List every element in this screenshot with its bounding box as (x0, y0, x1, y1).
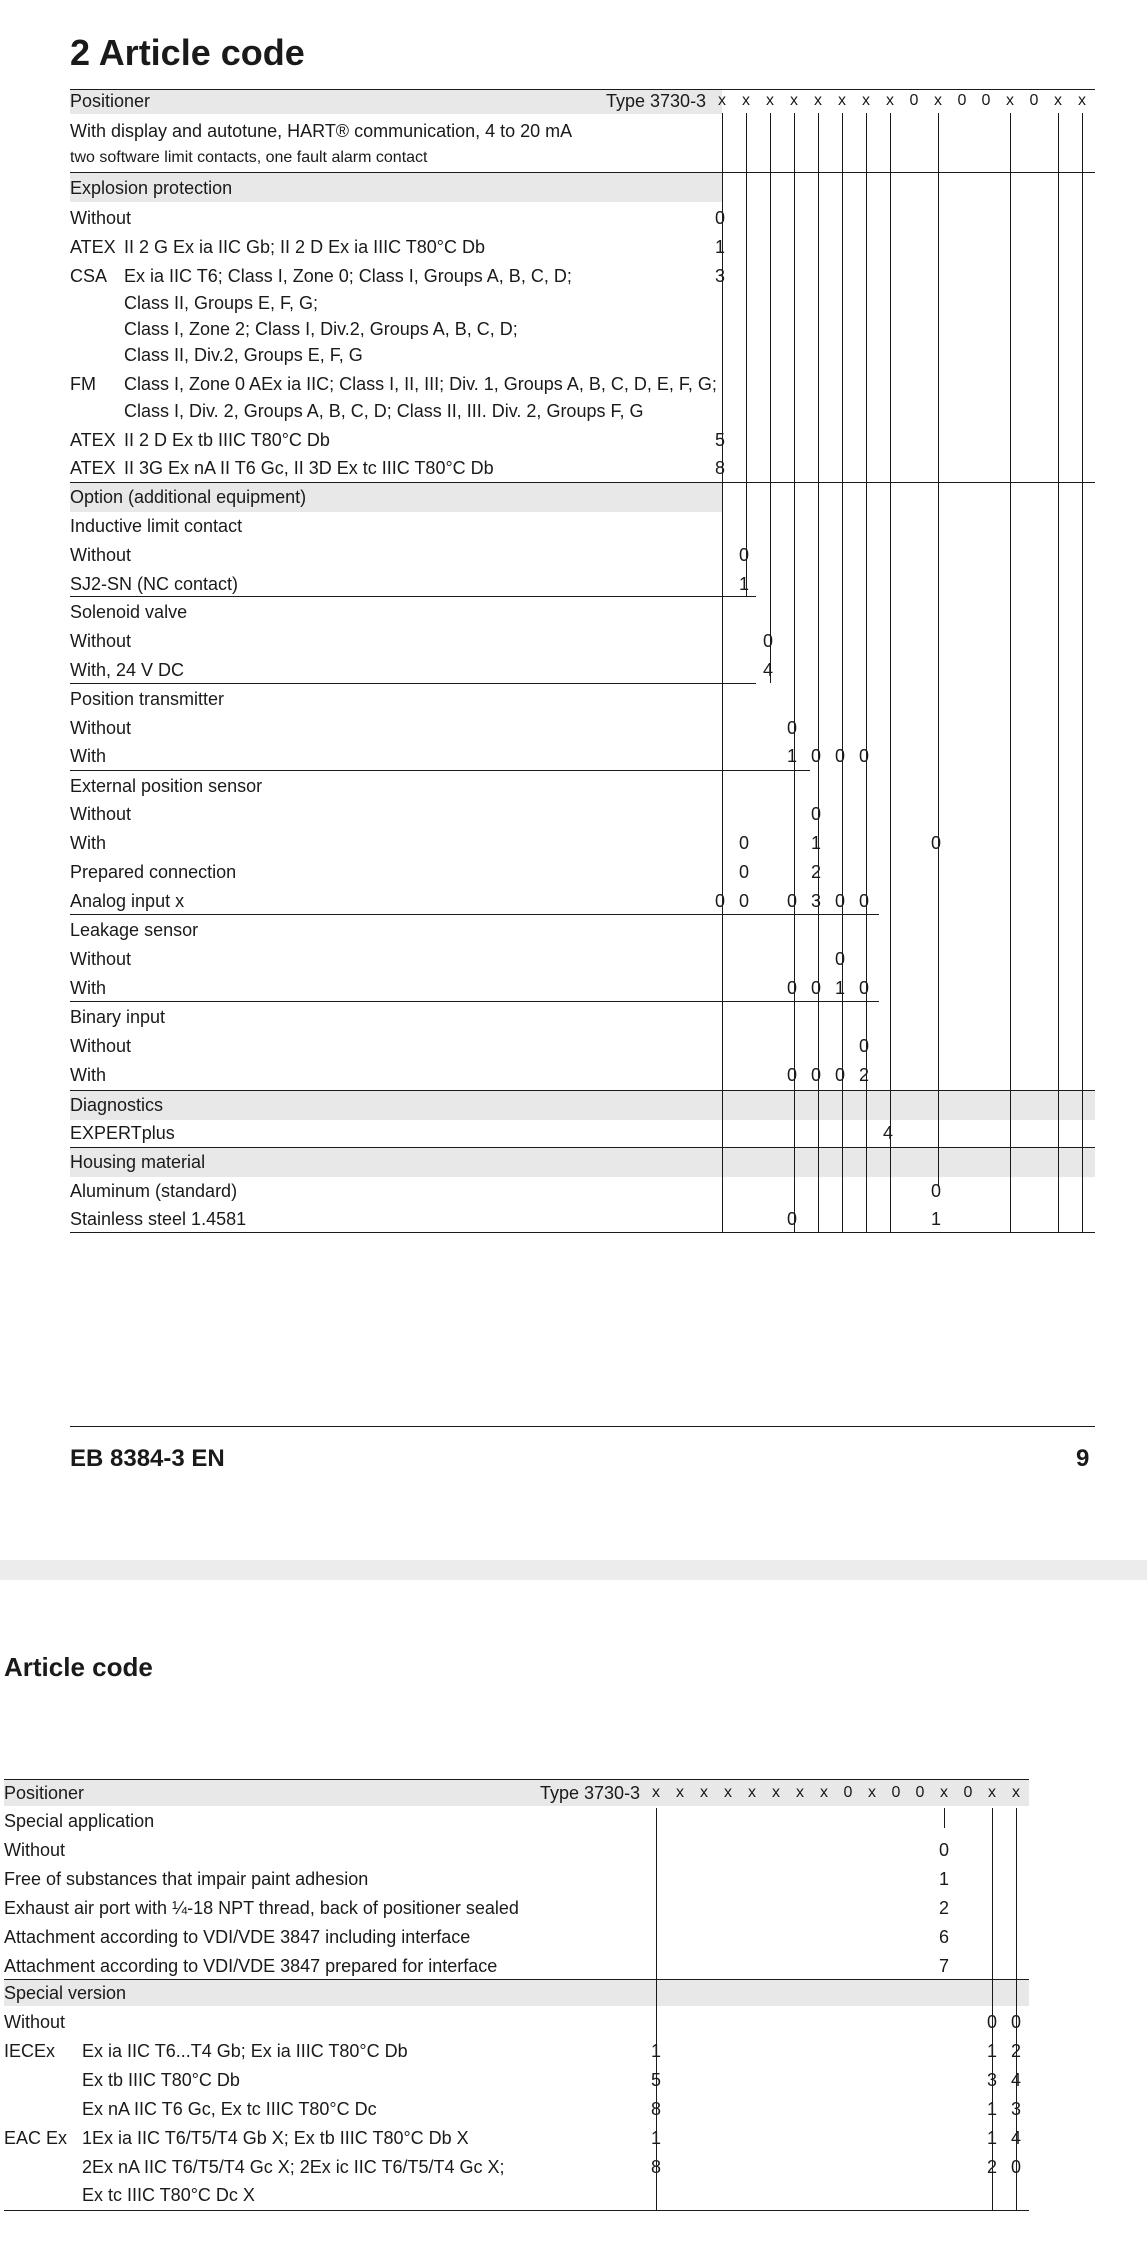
row-label: Class I, Zone 0 AEx ia IIC; Class I, II, III; Div. 1, Groups A, B, C, D, E, F, G; (124, 374, 717, 394)
type-label: Type 3730-3 (540, 1783, 641, 1803)
code-digit: 8 (714, 458, 725, 478)
code-line (746, 113, 747, 596)
rule (70, 770, 810, 771)
doc-number: EB 8384-3 EN (70, 1445, 225, 1472)
code-digit: 0 (930, 1181, 941, 1201)
code-digit: 0 (810, 978, 821, 998)
code-digit: 2 (938, 1898, 949, 1918)
rule (4, 2210, 1029, 2211)
code-digit: 0 (786, 891, 797, 911)
code-char: x (868, 1784, 876, 1801)
page-continuation (0, 1580, 1147, 2254)
code-digit: 0 (858, 978, 869, 998)
row-label: Without (70, 949, 132, 969)
code-char: x (724, 1784, 732, 1801)
code-line (656, 1808, 657, 2210)
code-line (1016, 1808, 1017, 2210)
code-digit: 0 (930, 833, 941, 853)
code-char: x (862, 92, 870, 109)
code-digit: 3 (986, 2070, 997, 2090)
code-digit: 1 (650, 2041, 661, 2061)
code-digit: 0 (834, 746, 845, 766)
code-digit: 0 (810, 804, 821, 824)
row-label: Without (70, 545, 132, 565)
header-label: Positioner (70, 91, 151, 111)
code-digit: 0 (714, 208, 725, 228)
row-label: Free of substances that impair paint adhesion (4, 1869, 369, 1889)
code-line (890, 113, 891, 1232)
code-digit: 7 (938, 1956, 949, 1976)
code-digit: 0 (762, 631, 773, 651)
rule (4, 1779, 1029, 1780)
code-digit: 0 (834, 1065, 845, 1085)
code-digit: 0 (714, 891, 725, 911)
row-label: Without (70, 631, 132, 651)
code-digit: 0 (786, 1065, 797, 1085)
code-digit: 4 (1010, 2070, 1021, 2090)
row-prefix: ATEX (70, 237, 116, 257)
rule (70, 172, 1095, 173)
row-label: 1Ex ia IIC T6/T5/T4 Gb X; Ex tb IIIC T80°C Db X (82, 2128, 469, 2148)
code-digit: 1 (810, 833, 821, 853)
section-title: Explosion protection (70, 178, 233, 198)
group-title: External position sensor (70, 776, 263, 796)
code-digit: 1 (986, 2099, 997, 2119)
code-digit: 2 (986, 2157, 997, 2177)
code-digit: 4 (762, 660, 773, 680)
code-char: x (1012, 1784, 1020, 1801)
code-digit: 0 (938, 1840, 949, 1860)
code-digit: 3 (1010, 2099, 1021, 2119)
code-digit: 1 (738, 574, 749, 594)
code-digit: 8 (650, 2157, 661, 2177)
row-label: Attachment according to VDI/VDE 3847 prepared for interface (4, 1956, 498, 1976)
row-prefix: EAC Ex (4, 2128, 68, 2148)
code-digit: 1 (834, 978, 845, 998)
code-char: x (1006, 92, 1014, 109)
code-char: x (676, 1784, 684, 1801)
section-shade (70, 1091, 1095, 1120)
code-digit: 6 (938, 1927, 949, 1947)
row-label: Ex nA IIC T6 Gc, Ex tc IIIC T80°C Dc (82, 2099, 377, 2119)
row-label: Attachment according to VDI/VDE 3847 including interface (4, 1927, 471, 1947)
group-title: Leakage sensor (70, 920, 199, 940)
code-char: x (814, 92, 822, 109)
code-digit: 2 (810, 862, 821, 882)
code-digit: 0 (834, 949, 845, 969)
code-digit: 1 (986, 2128, 997, 2148)
section-shade (70, 1148, 1095, 1177)
code-char: x (718, 92, 726, 109)
row-label: EXPERTplus (70, 1123, 175, 1143)
code-digit: 0 (858, 1036, 869, 1056)
row-prefix: ATEX (70, 430, 116, 450)
row-label: Without (70, 804, 132, 824)
code-line (1058, 113, 1059, 1232)
row-label: Class I, Div. 2, Groups A, B, C, D; Class II, III. Div. 2, Groups F, G (124, 401, 644, 421)
code-digit: 2 (1010, 2041, 1021, 2061)
row-label: Without (4, 2012, 66, 2032)
code-digit: 0 (810, 1065, 821, 1085)
group-title: Inductive limit contact (70, 516, 243, 536)
group-title: Binary input (70, 1007, 166, 1027)
code-digit: 0 (810, 746, 821, 766)
row-label: SJ2-SN (NC contact) (70, 574, 239, 594)
row-label: Class II, Groups E, F, G; (124, 293, 319, 313)
code-digit: 1 (786, 746, 797, 766)
code-char: x (886, 92, 894, 109)
code-char: x (748, 1784, 756, 1801)
code-digit: 4 (882, 1123, 893, 1143)
row-label: Ex tb IIIC T80°C Db (82, 2070, 240, 2090)
code-digit: 0 (786, 978, 797, 998)
code-digit: 5 (714, 430, 725, 450)
code-char: x (772, 1784, 780, 1801)
code-char: x (838, 92, 846, 109)
code-digit: 0 (786, 1209, 797, 1229)
code-char: x (1054, 92, 1062, 109)
code-digit: 0 (738, 545, 749, 565)
code-char: x (796, 1784, 804, 1801)
code-line (1010, 113, 1011, 1232)
code-digit: 0 (834, 891, 845, 911)
code-digit: 0 (738, 833, 749, 853)
code-char: 0 (963, 1784, 973, 1801)
code-digit: 5 (650, 2070, 661, 2090)
code-digit: 0 (1010, 2012, 1021, 2032)
row-label: Without (70, 208, 132, 228)
row-label: With (70, 978, 106, 998)
code-digit: 1 (930, 1209, 941, 1229)
code-line (944, 1808, 945, 1828)
rule (70, 596, 756, 597)
code-char: x (700, 1784, 708, 1801)
code-digit: 0 (738, 891, 749, 911)
group-title: Position transmitter (70, 689, 225, 709)
code-digit: 1 (714, 237, 725, 257)
code-digit: 2 (858, 1065, 869, 1085)
row-label: II 3G Ex nA II T6 Gc, II 3D Ex tc IIIC T80°C Db (124, 458, 494, 478)
header-label: Positioner (4, 1783, 85, 1803)
code-digit: 0 (738, 862, 749, 882)
rule (4, 1979, 1029, 1980)
row-label: With (70, 1065, 106, 1085)
code-line (992, 1808, 993, 2210)
code-char: 0 (1029, 92, 1039, 109)
row-label: With (70, 833, 106, 853)
row-label: 2Ex nA IIC T6/T5/T4 Gc X; 2Ex ic IIC T6/T5/T4 Gc X; (82, 2157, 505, 2177)
code-line (1082, 113, 1083, 1232)
code-char: 0 (909, 92, 919, 109)
row-label: With, 24 V DC (70, 660, 185, 680)
code-char: 0 (981, 92, 991, 109)
row-label: Ex ia IIC T6; Class I, Zone 0; Class I, Groups A, B, C, D; (124, 266, 572, 286)
row-label: Exhaust air port with ¼-18 NPT thread, back of positioner sealed (4, 1898, 519, 1918)
intro-line: With display and autotune, HART® communication, 4 to 20 mA (70, 121, 573, 141)
code-char: x (988, 1784, 996, 1801)
code-char: 0 (957, 92, 967, 109)
rule (70, 482, 1095, 483)
section-title: Housing material (70, 1152, 206, 1172)
code-digit: 0 (858, 891, 869, 911)
code-char: 0 (843, 1784, 853, 1801)
row-label: Without (70, 1036, 132, 1056)
code-digit: 0 (986, 2012, 997, 2032)
code-char: x (766, 92, 774, 109)
code-char: x (940, 1784, 948, 1801)
row-label: With (70, 746, 106, 766)
row-label: Ex tc IIIC T80°C Dc X (82, 2185, 255, 2205)
row-label: Without (70, 718, 132, 738)
code-digit: 3 (810, 891, 821, 911)
code-line (938, 113, 939, 1187)
rule (70, 1232, 1095, 1233)
row-label: Class I, Zone 2; Class I, Div.2, Groups A, B, C, D; (124, 319, 518, 339)
code-char: x (934, 92, 942, 109)
rule (70, 1090, 1095, 1091)
row-label: Ex ia IIC T6...T4 Gb; Ex ia IIIC T80°C Db (82, 2041, 408, 2061)
page-separator (0, 1560, 1147, 1580)
row-label: Analog input x (70, 891, 185, 911)
row-label: Class II, Div.2, Groups E, F, G (124, 345, 363, 365)
code-char: 0 (891, 1784, 901, 1801)
row-label: Prepared connection (70, 862, 237, 882)
rule (70, 1147, 1095, 1148)
row-prefix: CSA (70, 266, 108, 286)
row-label: II 2 G Ex ia IIC Gb; II 2 D Ex ia IIIC T80°C Db (124, 237, 485, 257)
code-digit: 0 (858, 746, 869, 766)
row-prefix: FM (70, 374, 96, 394)
type-label: Type 3730-3 (606, 91, 707, 111)
page-number: 9 (1076, 1445, 1090, 1472)
row-label: Stainless steel 1.4581 (70, 1209, 247, 1229)
code-digit: 3 (714, 266, 725, 286)
code-line (770, 113, 771, 683)
section-title: Diagnostics (70, 1095, 164, 1115)
code-digit: 1 (986, 2041, 997, 2061)
footer-rule (70, 1426, 1095, 1427)
code-char: x (790, 92, 798, 109)
group-title: Solenoid valve (70, 602, 188, 622)
code-digit: 4 (1010, 2128, 1021, 2148)
row-prefix: IECEx (4, 2041, 56, 2061)
code-digit: 0 (1010, 2157, 1021, 2177)
code-char: x (1078, 92, 1086, 109)
code-char: 0 (915, 1784, 925, 1801)
code-char: x (820, 1784, 828, 1801)
row-prefix: ATEX (70, 458, 116, 478)
code-digit: 0 (786, 718, 797, 738)
page-title: 2 Article code (70, 32, 305, 73)
row-label: Without (4, 1840, 66, 1860)
section-title: Option (additional equipment) (70, 487, 307, 507)
rule (70, 1001, 879, 1002)
row-label: Aluminum (standard) (70, 1181, 238, 1201)
page-title: Article code (4, 1652, 153, 1682)
rule (70, 683, 756, 684)
section-title: Special version (4, 1983, 127, 2003)
row-label: II 2 D Ex tb IIIC T80°C Db (124, 430, 330, 450)
rule (70, 914, 879, 915)
code-digit: 1 (938, 1869, 949, 1889)
code-digit: 8 (650, 2099, 661, 2119)
code-digit: 1 (650, 2128, 661, 2148)
code-char: x (652, 1784, 660, 1801)
section-shade (4, 1980, 1029, 2006)
intro-line: two software limit contacts, one fault alarm contact (70, 149, 428, 166)
code-char: x (742, 92, 750, 109)
section-title: Special application (4, 1811, 155, 1831)
